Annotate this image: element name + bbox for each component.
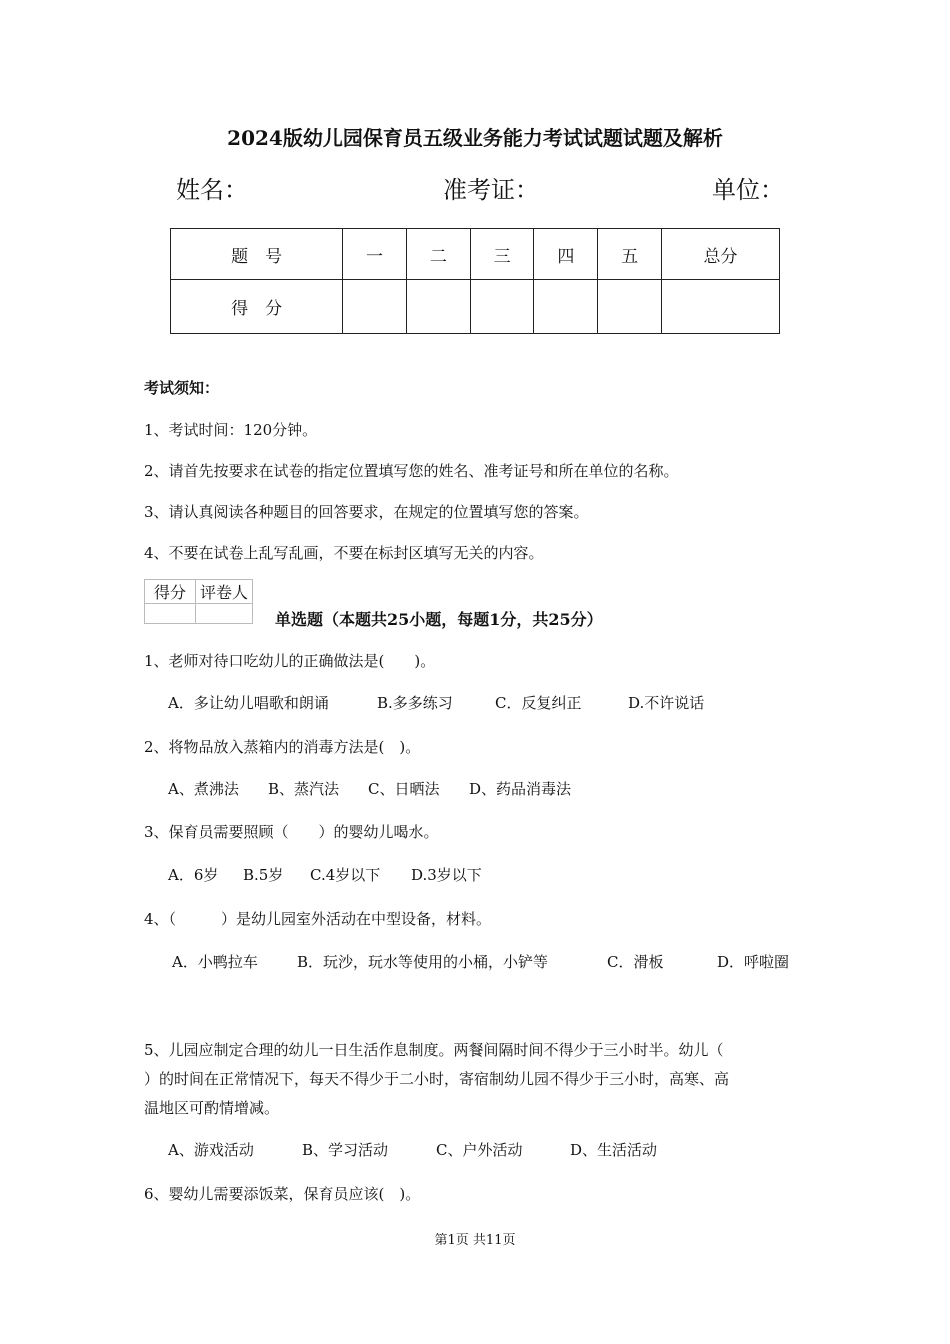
question-option: A．多让幼儿唱歌和朗诵 [168, 694, 329, 712]
exam-number-field-label: 准考证： [443, 176, 539, 204]
notice-item: 1、考试时间：120分钟。 [144, 421, 318, 439]
question-text: 4、（ ）是幼儿园室外活动在中型设备，材料。 [144, 910, 492, 928]
question-option: B.多多练习 [377, 694, 453, 712]
notice-item: 4、不要在试卷上乱写乱画，不要在标封区填写无关的内容。 [144, 544, 544, 562]
notice-item: 3、请认真阅读各种题目的回答要求，在规定的位置填写您的答案。 [144, 503, 589, 521]
question-text-line: 温地区可酌情增减。 [144, 1099, 280, 1117]
score-cell [470, 280, 534, 334]
score-table-header-cell: 四 [534, 229, 598, 280]
score-cell [662, 280, 780, 334]
unit-field-label: 单位： [712, 176, 784, 204]
grader-table-cell [196, 604, 253, 624]
score-cell [343, 280, 407, 334]
section-title: 单选题（本题共25小题，每题1分，共25分） [275, 610, 603, 629]
score-row-label: 得 分 [171, 280, 343, 334]
notice-item: 2、请首先按要求在试卷的指定位置填写您的姓名、准考证号和所在单位的名称。 [144, 462, 679, 480]
score-table-header-cell: 五 [598, 229, 662, 280]
score-table [170, 228, 780, 334]
question-option: C、户外活动 [436, 1141, 523, 1159]
score-table-header-cell: 题 号 [171, 229, 343, 280]
grader-table-score-label: 得分 [145, 580, 196, 604]
question-option: D.3岁以下 [411, 866, 482, 884]
question-option: D、生活活动 [570, 1141, 658, 1159]
question-option: C.4岁以下 [310, 866, 381, 884]
question-option: C．反复纠正 [495, 694, 582, 712]
question-text-line: 5、儿园应制定合理的幼儿一日生活作息制度。两餐间隔时间不得少于三小时半。幼儿（ [144, 1041, 724, 1059]
score-cell [406, 280, 470, 334]
question-option: A、煮沸法 [168, 780, 239, 798]
notice-heading: 考试须知： [144, 379, 220, 397]
score-table-header-cell: 三 [470, 229, 534, 280]
page-footer: 第1页 共11页 [434, 1233, 516, 1248]
question-option: B．玩沙，玩水等使用的小桶，小铲等 [297, 953, 549, 971]
score-table-header-row [171, 229, 780, 280]
question-option: D.不许说话 [628, 694, 705, 712]
grader-table-cell [145, 604, 196, 624]
score-table-header-cell: 总分 [662, 229, 780, 280]
document-title: 2024版幼儿园保育员五级业务能力考试试题试题及解析 [227, 126, 723, 150]
question-option: A．6岁 [168, 866, 219, 884]
question-option: C．滑板 [607, 953, 664, 971]
question-text: 2、将物品放入蒸箱内的消毒方法是( )。 [144, 738, 421, 756]
question-option: D．呼啦圈 [717, 953, 790, 971]
question-option: C、日晒法 [368, 780, 440, 798]
question-text: 6、婴幼儿需要添饭菜，保育员应该( )。 [144, 1185, 421, 1203]
score-table-header-cell: 一 [343, 229, 407, 280]
question-option: A、游戏活动 [168, 1141, 254, 1159]
question-option: B、学习活动 [302, 1141, 389, 1159]
question-option: A．小鸭拉车 [172, 953, 258, 971]
question-option: B、蒸汽法 [268, 780, 340, 798]
question-option: B.5岁 [243, 866, 284, 884]
question-text: 3、保育员需要照顾（ ）的婴幼儿喝水。 [144, 823, 439, 841]
score-table-header-cell: 二 [406, 229, 470, 280]
score-cell [534, 280, 598, 334]
question-option: D、药品消毒法 [469, 780, 572, 798]
question-text-line: ）的时间在正常情况下，每天不得少于二小时，寄宿制幼儿园不得少于三小时，高寒、高 [144, 1070, 730, 1088]
question-text: 1、老师对待口吃幼儿的正确做法是( )。 [144, 652, 436, 670]
score-cell [598, 280, 662, 334]
name-field-label: 姓名： [176, 176, 248, 204]
score-table-score-row [171, 280, 780, 334]
grader-table [144, 579, 253, 624]
grader-table-grader-label: 评卷人 [196, 580, 253, 604]
